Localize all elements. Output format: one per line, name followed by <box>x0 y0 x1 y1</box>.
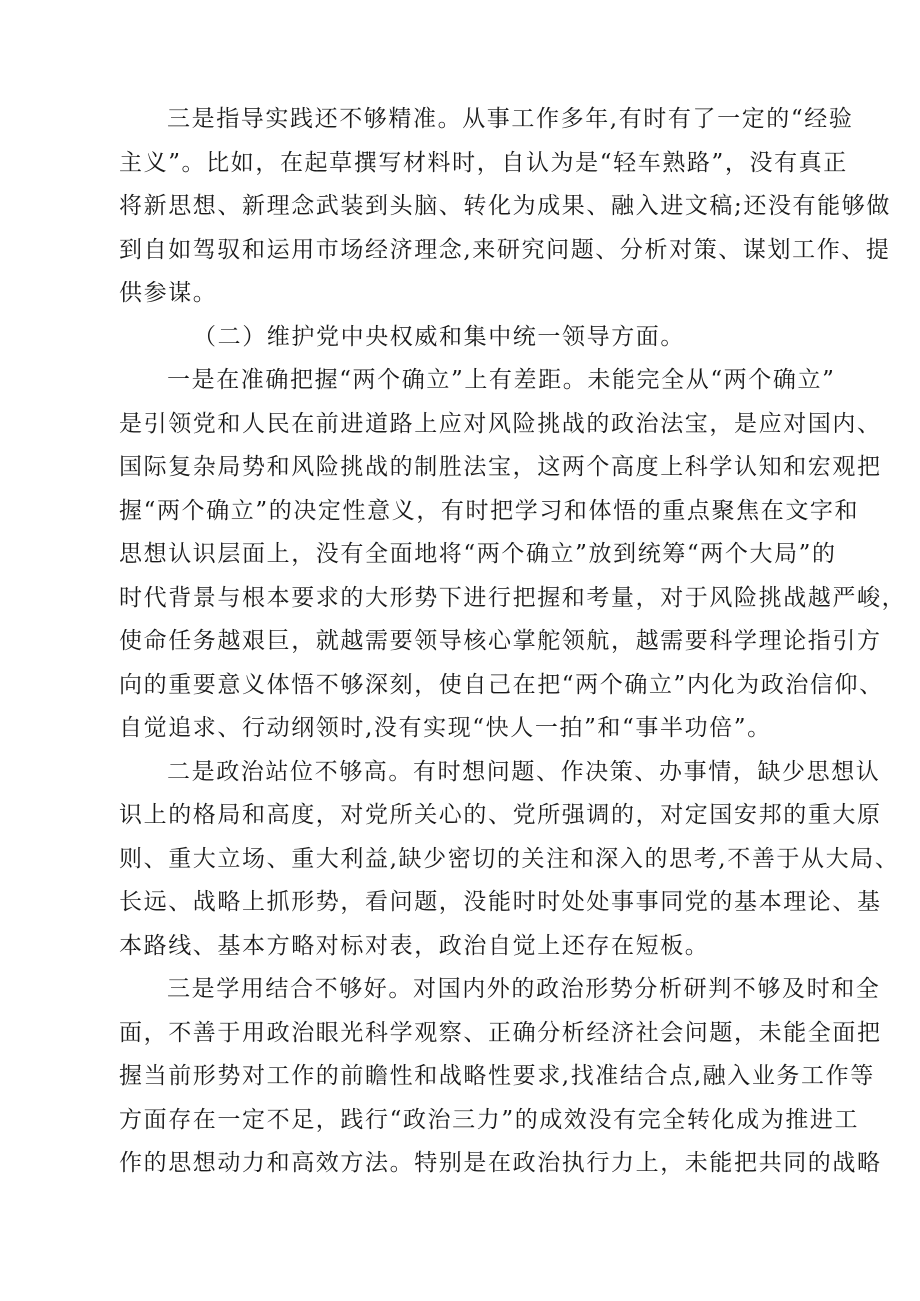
document-body <box>119 98 907 1186</box>
paragraph-practice-guidance <box>119 98 891 316</box>
text-line: 一是在准确把握“两个确立”上有差距。未能完全从“两个确立” <box>167 367 836 393</box>
section-heading <box>119 316 831 360</box>
text-line: 长远、战略上抓形势，看问题，没能时时处处事事同党的基本理论、基 <box>119 889 882 915</box>
text-line: 到自如驾驭和运用市场经济理念,来研究问题、分析对策、谋划工作、提 <box>119 236 891 263</box>
text-line: 三是学用结合不够好。对国内外的政治形势分析研判不够及时和全 <box>167 976 881 1002</box>
text-line: 将新思想、新理念武装到头脑、转化为成果、融入进文稿;还没有能够做 <box>119 193 891 219</box>
text-line: 是引领党和人民在前进道路上应对风险挑战的政治法宝，是应对国内、 <box>119 410 882 437</box>
text-line: 方面存在一定不足，践行“政治三力”的成效没有完全转化成为推进工 <box>119 1106 860 1133</box>
paragraph-two-establishments <box>119 359 907 751</box>
text-line: 思想认识层面上，没有全面地将“两个确立”放到统筹“两个大局”的 <box>119 541 837 567</box>
text-line: 本路线、基本方略对标对表，政治自觉上还存在短板。 <box>119 932 710 959</box>
text-line: 供参谋。 <box>119 280 218 306</box>
text-line: 面，不善于用政治眼光科学观察、正确分析经济社会问题，未能全面把 <box>119 1019 882 1046</box>
text-line: 则、重大立场、重大利益,缺少密切的关注和深入的思考,不善于从大局、 <box>119 845 900 872</box>
text-line: 国际复杂局势和风险挑战的制胜法宝，这两个高度上科学认知和宏观把 <box>119 454 882 480</box>
text-line: 识上的格局和高度，对党所关心的、党所强调的，对定国安邦的重大原 <box>119 802 882 828</box>
section-heading-text: （二）维护党中央权威和集中统一领导方面。 <box>193 323 685 350</box>
text-line: 使命任务越艰巨，就越需要领导核心掌舵领航，越需要科学理论指引方 <box>119 628 882 654</box>
text-line: 作的思想动力和高效方法。特别是在政治执行力上，未能把共同的战略 <box>119 1150 882 1176</box>
text-line: 握当前形势对工作的前瞻性和战略性要求,找准结合点,融入业务工作等 <box>119 1063 875 1089</box>
text-line: 自觉追求、行动纲领时,没有实现“快人一拍”和“事半功倍”。 <box>119 715 772 741</box>
paragraph-political-stance <box>119 751 900 969</box>
text-line: 主义”。比如，在起草撰写材料时，自认为是“轻车熟路”，没有真正 <box>119 149 848 176</box>
text-line: 时代背景与根本要求的大形势下进行把握和考量，对于风险挑战越严峻， <box>119 584 907 611</box>
paragraph-study-application <box>119 968 882 1186</box>
text-line: 三是指导实践还不够精准。从事工作多年,有时有了一定的“经验 <box>167 106 854 132</box>
text-line: 二是政治站位不够高。有时想问题、作决策、办事情，缺少思想认 <box>167 758 881 785</box>
text-line: 握“两个确立”的决定性意义，有时把学习和体悟的重点聚焦在文字和 <box>119 497 860 524</box>
text-line: 向的重要意义体悟不够深刻，使自己在把“两个确立”内化为政治信仰、 <box>119 671 884 698</box>
